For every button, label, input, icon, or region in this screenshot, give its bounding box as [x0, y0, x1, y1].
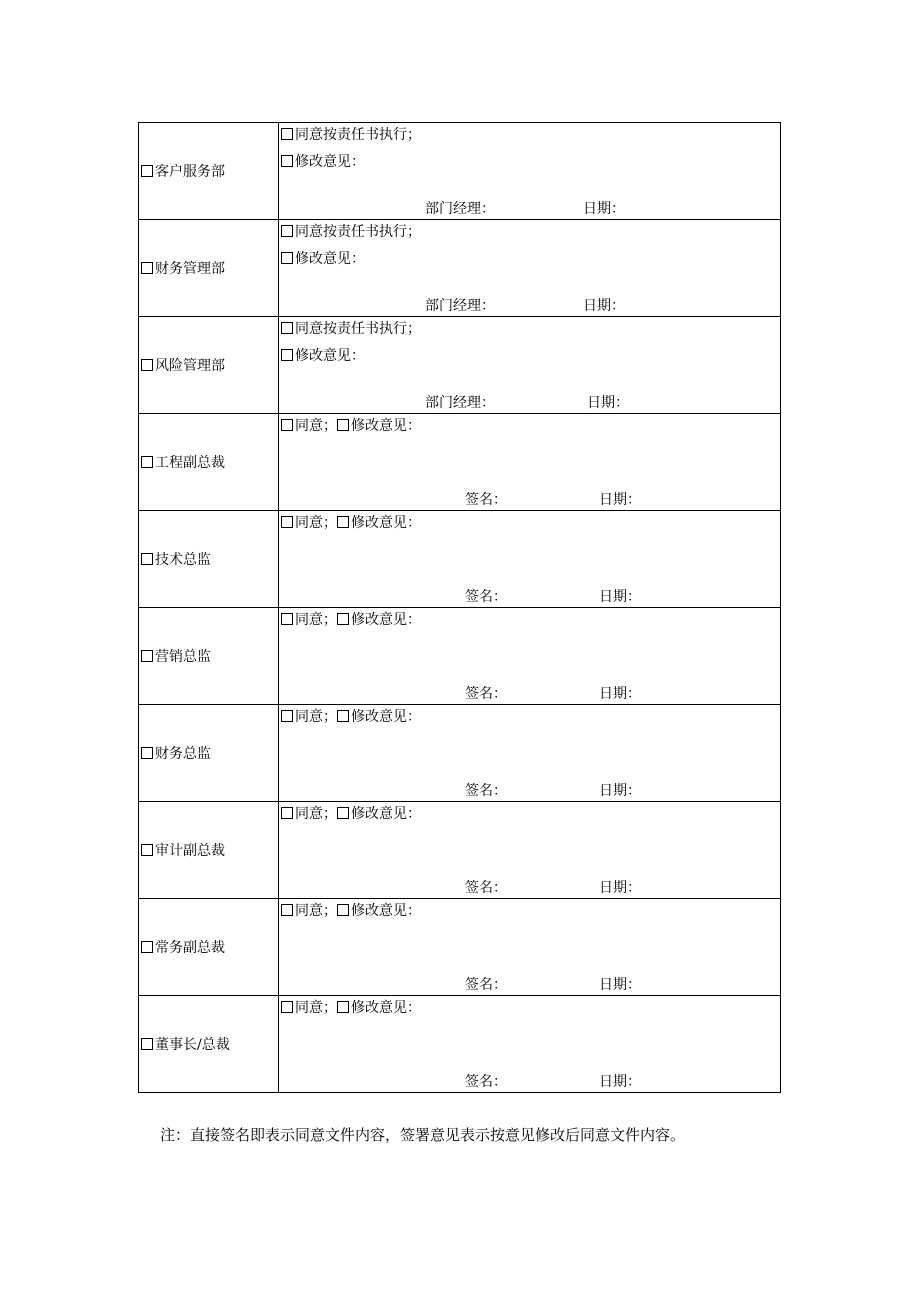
signature-label: 签名：	[465, 977, 507, 993]
date-label: 日期：	[599, 492, 641, 508]
modify-label: 修改意见：	[351, 1000, 421, 1016]
opinion-cell	[279, 802, 781, 899]
date-label: 日期：	[599, 686, 641, 702]
modify-checkbox[interactable]	[281, 252, 293, 264]
modify-label: 修改意见：	[295, 251, 365, 267]
dept-label: 客户服务部	[155, 164, 225, 180]
agree-checkbox[interactable]	[281, 516, 293, 528]
opinion-cell	[279, 608, 781, 705]
modify-checkbox[interactable]	[337, 904, 349, 916]
modify-label: 修改意见：	[295, 348, 365, 364]
dept-label: 工程副总裁	[155, 455, 225, 471]
dept-checkbox[interactable]	[141, 844, 153, 856]
dept-cell	[139, 996, 279, 1093]
modify-label: 修改意见：	[351, 709, 421, 725]
opinion-cell	[279, 220, 781, 317]
agree-checkbox[interactable]	[281, 1001, 293, 1013]
agree-label: 同意；	[295, 515, 337, 531]
modify-checkbox[interactable]	[281, 349, 293, 361]
modify-checkbox[interactable]	[337, 807, 349, 819]
agree-checkbox[interactable]	[281, 225, 293, 237]
dept-label: 审计副总裁	[155, 843, 225, 859]
date-label: 日期：	[599, 880, 641, 896]
signature-label: 签名：	[465, 1074, 507, 1090]
manager-signature-label: 部门经理：	[425, 201, 495, 217]
modify-label: 修改意见：	[351, 612, 421, 628]
agree-label: 同意；	[295, 806, 337, 822]
dept-label: 财务总监	[155, 746, 211, 762]
dept-cell	[139, 802, 279, 899]
agree-label: 同意按责任书执行；	[295, 321, 421, 337]
date-label: 日期：	[599, 977, 641, 993]
dept-cell	[139, 317, 279, 414]
agree-checkbox[interactable]	[281, 710, 293, 722]
dept-cell	[139, 123, 279, 220]
dept-checkbox[interactable]	[141, 650, 153, 662]
dept-checkbox[interactable]	[141, 262, 153, 274]
approval-row	[139, 317, 781, 414]
approval-row	[139, 511, 781, 608]
date-label: 日期：	[587, 395, 629, 411]
modify-checkbox[interactable]	[337, 1001, 349, 1013]
date-label: 日期：	[583, 298, 625, 314]
date-label: 日期：	[599, 783, 641, 799]
dept-checkbox[interactable]	[141, 1038, 153, 1050]
dept-checkbox[interactable]	[141, 456, 153, 468]
dept-cell	[139, 608, 279, 705]
agree-checkbox[interactable]	[281, 128, 293, 140]
agree-checkbox[interactable]	[281, 807, 293, 819]
opinion-cell	[279, 705, 781, 802]
signature-label: 签名：	[465, 589, 507, 605]
dept-label: 董事长/总裁	[155, 1037, 230, 1053]
agree-label: 同意；	[295, 418, 337, 434]
modify-label: 修改意见：	[351, 806, 421, 822]
dept-checkbox[interactable]	[141, 747, 153, 759]
opinion-cell	[279, 317, 781, 414]
approval-row	[139, 220, 781, 317]
agree-label: 同意；	[295, 709, 337, 725]
agree-label: 同意按责任书执行；	[295, 127, 421, 143]
approval-row	[139, 802, 781, 899]
approval-row	[139, 414, 781, 511]
manager-signature-label: 部门经理：	[425, 395, 495, 411]
dept-cell	[139, 220, 279, 317]
manager-signature-label: 部门经理：	[425, 298, 495, 314]
agree-label: 同意；	[295, 1000, 337, 1016]
date-label: 日期：	[599, 1074, 641, 1090]
agree-label: 同意；	[295, 903, 337, 919]
dept-label: 风险管理部	[155, 358, 225, 374]
dept-label: 技术总监	[155, 552, 211, 568]
dept-label: 营销总监	[155, 649, 211, 665]
opinion-cell	[279, 414, 781, 511]
modify-checkbox[interactable]	[337, 516, 349, 528]
approval-row	[139, 123, 781, 220]
date-label: 日期：	[599, 589, 641, 605]
agree-checkbox[interactable]	[281, 322, 293, 334]
signature-label: 签名：	[465, 880, 507, 896]
dept-checkbox[interactable]	[141, 165, 153, 177]
modify-label: 修改意见：	[351, 903, 421, 919]
agree-checkbox[interactable]	[281, 904, 293, 916]
opinion-cell	[279, 123, 781, 220]
opinion-cell	[279, 511, 781, 608]
agree-label: 同意；	[295, 612, 337, 628]
dept-cell	[139, 414, 279, 511]
dept-cell	[139, 899, 279, 996]
approval-row	[139, 608, 781, 705]
modify-label: 修改意见：	[351, 515, 421, 531]
agree-label: 同意按责任书执行；	[295, 224, 421, 240]
modify-label: 修改意见：	[351, 418, 421, 434]
modify-checkbox[interactable]	[281, 155, 293, 167]
signature-label: 签名：	[465, 492, 507, 508]
footnote: 注：直接签名即表示同意文件内容，签署意见表示按意见修改后同意文件内容。	[160, 1126, 686, 1144]
approval-row	[139, 996, 781, 1093]
modify-checkbox[interactable]	[337, 613, 349, 625]
dept-cell	[139, 511, 279, 608]
dept-label: 常务副总裁	[155, 940, 225, 956]
approval-table	[138, 122, 781, 1093]
opinion-cell	[279, 899, 781, 996]
modify-label: 修改意见：	[295, 154, 365, 170]
opinion-cell	[279, 996, 781, 1093]
dept-checkbox[interactable]	[141, 553, 153, 565]
signature-label: 签名：	[465, 686, 507, 702]
agree-checkbox[interactable]	[281, 613, 293, 625]
dept-checkbox[interactable]	[141, 941, 153, 953]
agree-checkbox[interactable]	[281, 419, 293, 431]
date-label: 日期：	[583, 201, 625, 217]
dept-checkbox[interactable]	[141, 359, 153, 371]
dept-cell	[139, 705, 279, 802]
dept-label: 财务管理部	[155, 261, 225, 277]
approval-row	[139, 899, 781, 996]
approval-sheet	[138, 122, 781, 1093]
modify-checkbox[interactable]	[337, 710, 349, 722]
modify-checkbox[interactable]	[337, 419, 349, 431]
approval-row	[139, 705, 781, 802]
signature-label: 签名：	[465, 783, 507, 799]
